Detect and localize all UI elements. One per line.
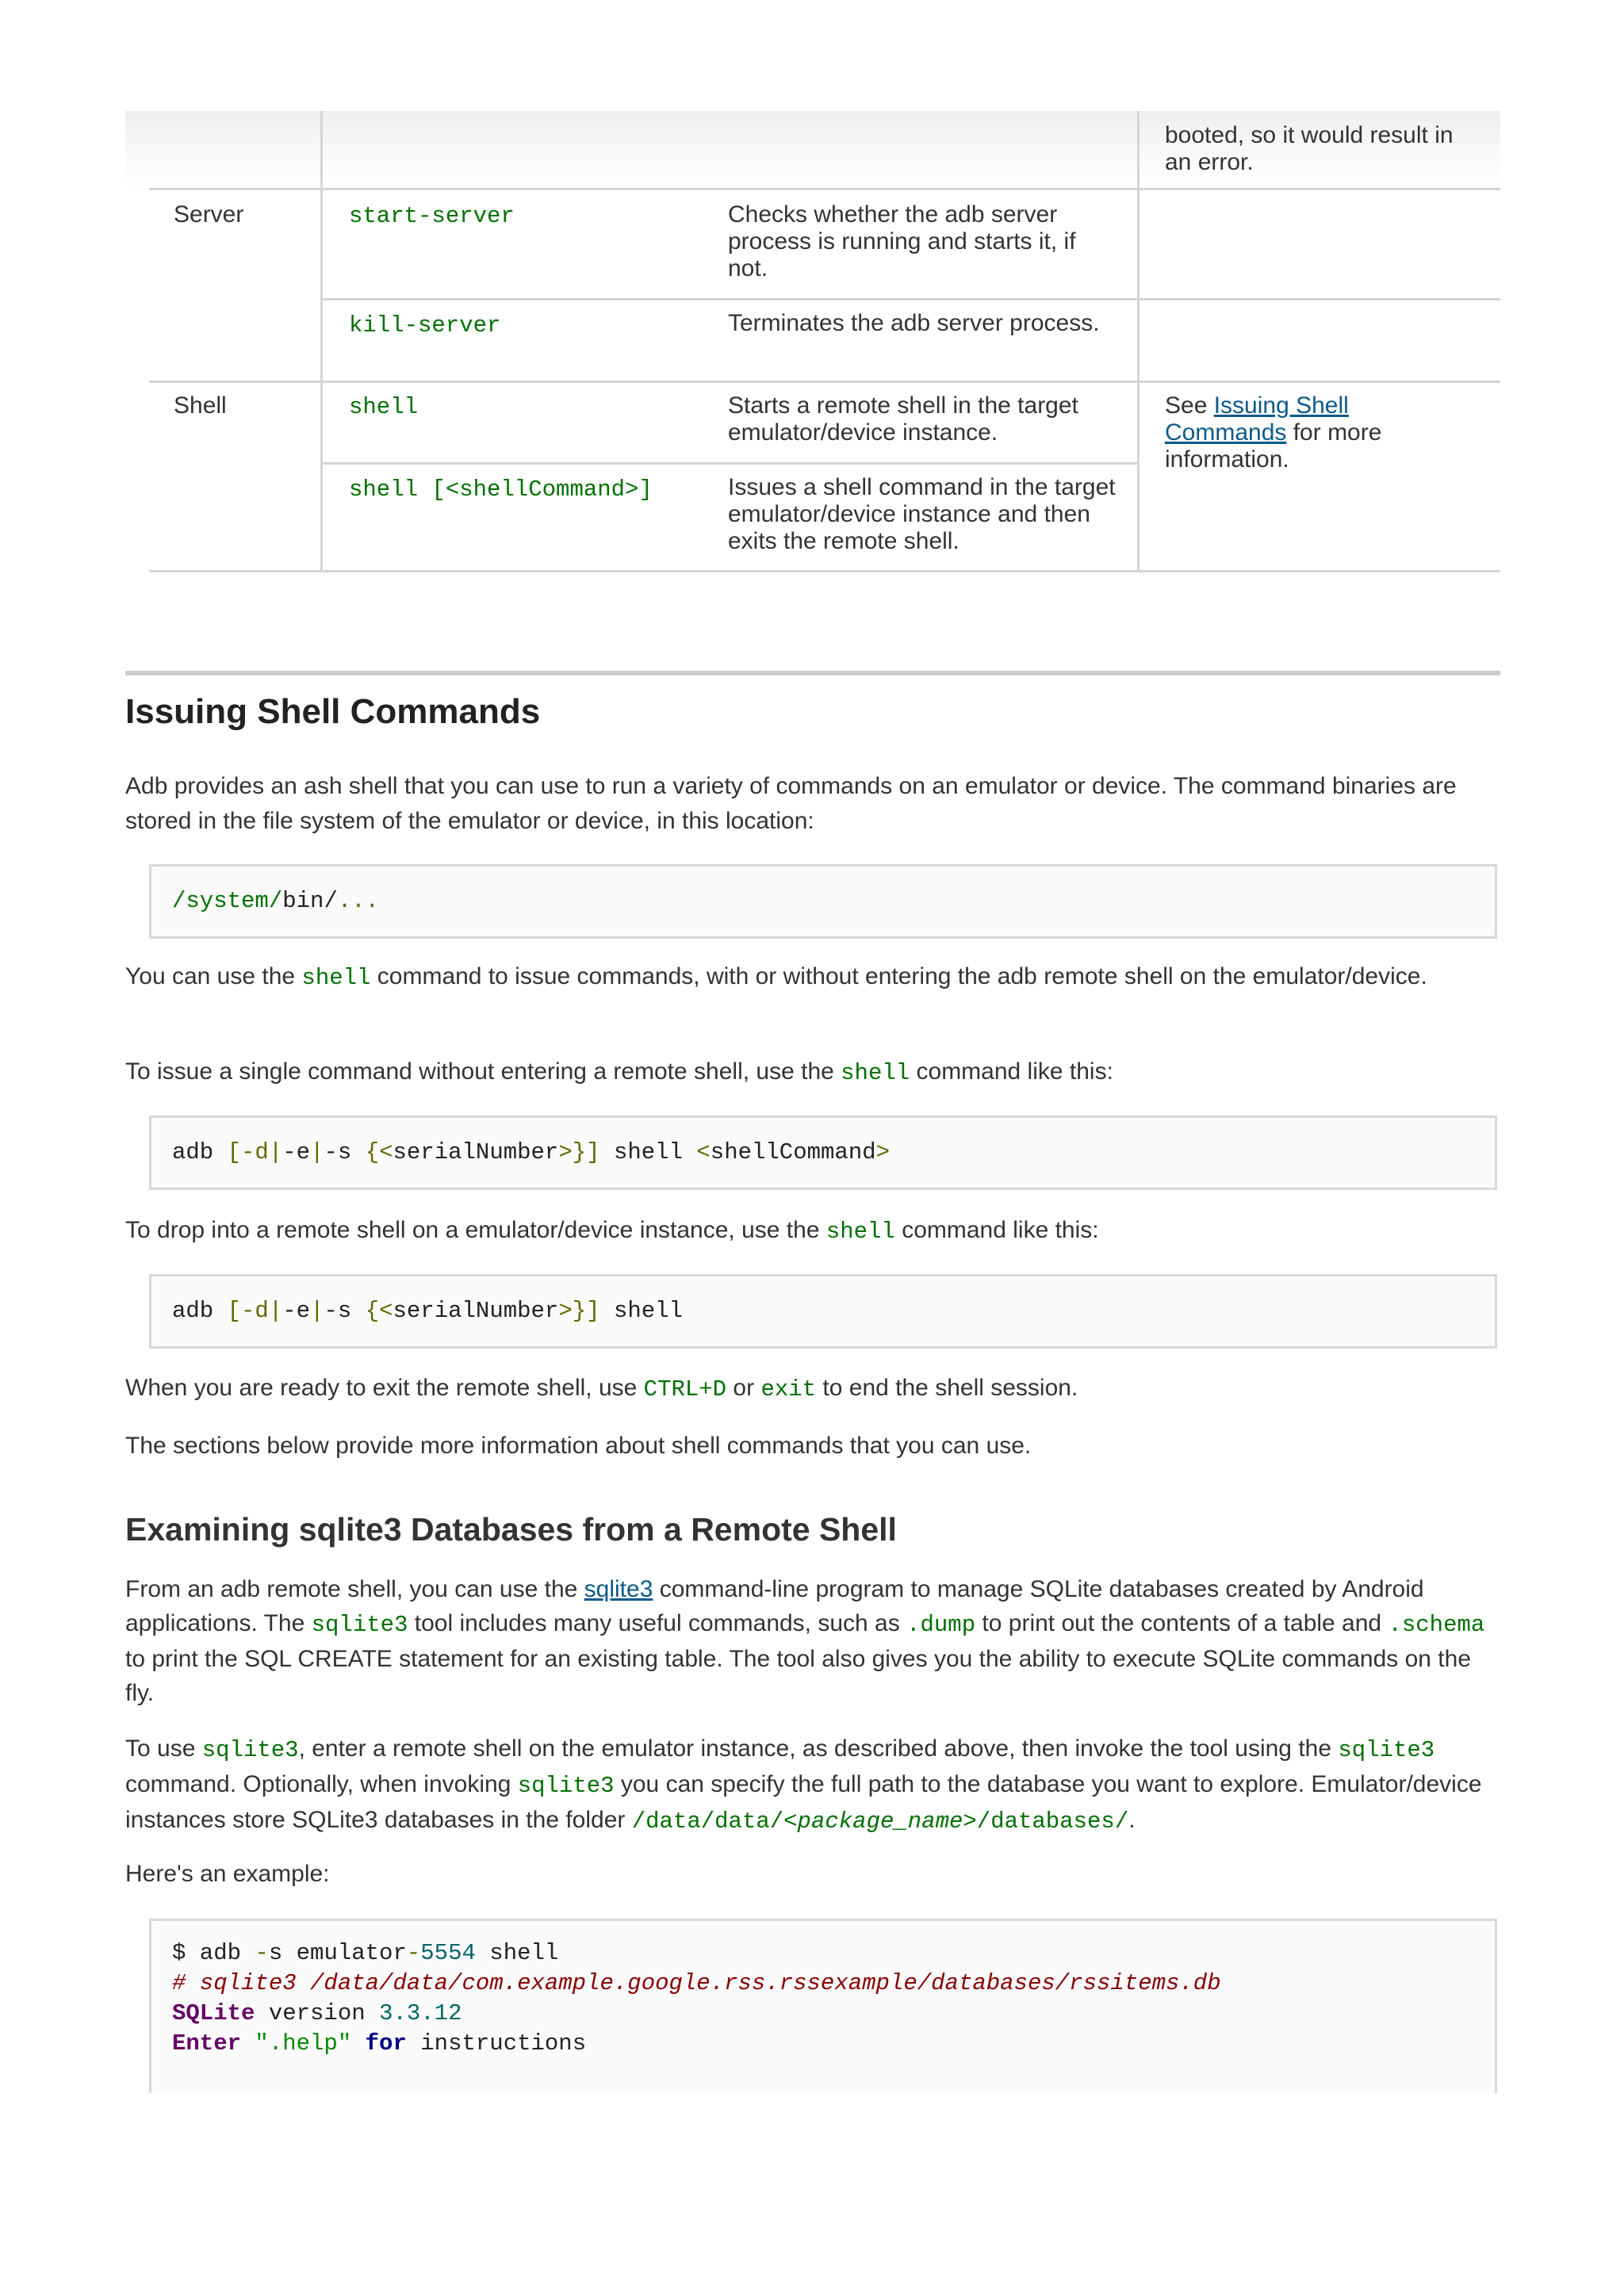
code-block-single-command: adb [-d|-e|-s {<serialNumber>}] shell <shellCommand> [149,1115,1497,1190]
paragraph-single-command: To issue a single command without entering a remote shell, use the shell command like this: [125,1058,1113,1086]
table-cell-command: kill-server [349,312,501,339]
issuing-shell-commands-link[interactable]: Issuing Shell Commands [1165,392,1349,446]
table-col-divider-3 [1137,111,1139,572]
paragraph-sqlite-use: To use sqlite3, enter a remote shell on the emulator instance, as described above, then invoke the tool using the sqlite3 command. Optionally, when invoking sqlite3 you can specify the full path to the database you want to explore. Emulator/device instances store SQLite3 databases in the folder /data/data/<package_name>/databases/. [125,1735,1482,1835]
table-cell-description: Checks whether the adb server process is running and starts it, if not. [728,201,1076,281]
table-cell-description: Terminates the adb server process. [728,310,1100,336]
table-cell-command: start-server [349,203,515,229]
table-cell-comment: See Issuing Shell Commands for more information. [1165,392,1382,473]
table-cell-description: Issues a shell command in the target emulator/device instance and then exits the remote shell. [728,474,1116,554]
code-block-path: /system/bin/... [149,864,1497,939]
sqlite3-link[interactable]: sqlite3 [584,1576,653,1602]
code-block-drop-shell: adb [-d|-e|-s {<serialNumber>}] shell [149,1274,1497,1349]
table-cell-description: Starts a remote shell in the target emulator/device instance. [728,392,1078,446]
table-cell-category-shell: Shell [174,392,227,419]
paragraph-shell-use: You can use the shell command to issue commands, with or without entering the adb remote shell on the emulator/device. [125,963,1427,991]
code-block-example: $ adb -s emulator-5554 shell # sqlite3 /data/data/com.example.google.rss.rssexample/databases/rssitems.db SQLite version 3.3.12 Enter ".help" for instructions [149,1919,1497,2093]
table-cell-category-server: Server [174,201,244,228]
table-row-divider [320,298,1500,300]
paragraph-intro: Adb provides an ash shell that you can use to run a variety of commands on an emulator or device. The command binaries are stored in the file system of the emulator or device, in this location: [125,773,1457,834]
paragraph-sections-below: The sections below provide more information about shell commands that you can use. [125,1433,1032,1459]
paragraph-sqlite-intro: From an adb remote shell, you can use the sqlite3 command-line program to manage SQLite databases created by Android applications. The sqlite3 tool includes many useful commands, such as .dump to print out the contents of a table and .schema to print the SQL CREATE statement for an existing table. The tool also gives you the ability to execute SQLite commands on the fly. [125,1576,1485,1706]
paragraph-exit: When you are ready to exit the remote shell, use CTRL+D or exit to end the shell session. [125,1375,1078,1402]
paragraph-example-label: Here's an example: [125,1861,330,1887]
table-cell-command: shell [349,394,419,420]
subsection-title: Examining sqlite3 Databases from a Remote Shell [125,1511,897,1548]
paragraph-drop-shell: To drop into a remote shell on a emulator/device instance, use the shell command like this: [125,1217,1099,1245]
table-row-divider [149,381,1500,383]
section-title: Issuing Shell Commands [125,692,541,731]
section-divider [125,671,1500,675]
table-row-divider [320,462,1139,465]
table-col-divider-1 [320,111,323,572]
table-row-divider [149,570,1500,572]
table-cell-command: shell [<shellCommand>] [349,476,653,503]
table-row-divider [149,188,1500,190]
table-cell-comment: booted, so it would result in an error. [1165,122,1454,175]
